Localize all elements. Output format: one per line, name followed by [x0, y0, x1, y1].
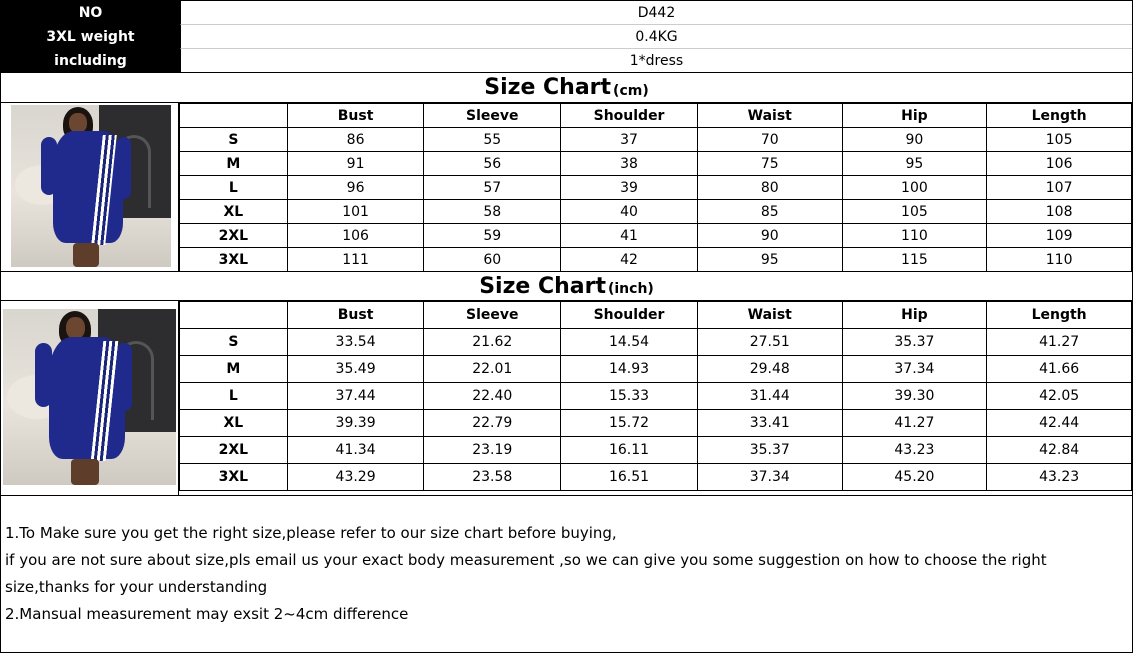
info-row-weight: [1, 25, 1132, 49]
note-line: 1.To Make sure you get the right size,please refer to our size chart before buying,: [5, 524, 617, 542]
table-row: [180, 356, 1132, 383]
value-cell: 43.23: [842, 437, 987, 464]
value-cell: 101: [287, 200, 424, 224]
value-cell: 56: [424, 152, 561, 176]
value-cell: 15.72: [561, 410, 698, 437]
value-cell: 38: [561, 152, 698, 176]
value-cell: 21.62: [424, 329, 561, 356]
value-cell: 115: [842, 248, 987, 272]
value-cell: 70: [697, 128, 842, 152]
header-cell: Sleeve: [424, 104, 561, 128]
value-cell: 41.34: [287, 437, 424, 464]
value-cell: 23.19: [424, 437, 561, 464]
size-cell: 2XL: [180, 224, 288, 248]
value-cell: 33.54: [287, 329, 424, 356]
value-cell: 59: [424, 224, 561, 248]
header-cell: [180, 104, 288, 128]
header-cell: Length: [987, 302, 1132, 329]
table-row: [180, 200, 1132, 224]
value-cell: 106: [987, 152, 1132, 176]
header-cell: Waist: [697, 302, 842, 329]
info-value: 1*dress: [180, 49, 1132, 73]
inch-title-unit: (inch): [607, 281, 654, 297]
value-cell: 91: [287, 152, 424, 176]
value-cell: 37.34: [842, 356, 987, 383]
header-cell: Hip: [842, 302, 987, 329]
value-cell: 31.44: [697, 383, 842, 410]
value-cell: 39.39: [287, 410, 424, 437]
inch-product-image-cell: [1, 301, 179, 495]
value-cell: 106: [287, 224, 424, 248]
value-cell: 111: [287, 248, 424, 272]
value-cell: 42: [561, 248, 698, 272]
header-cell: Sleeve: [424, 302, 561, 329]
inch-title-text: Size Chart: [479, 273, 606, 299]
value-cell: 90: [697, 224, 842, 248]
value-cell: 41.27: [842, 410, 987, 437]
value-cell: 14.93: [561, 356, 698, 383]
value-cell: 41.27: [987, 329, 1132, 356]
header-cell: Hip: [842, 104, 987, 128]
dress-photo: [11, 105, 171, 267]
value-cell: 80: [697, 176, 842, 200]
size-cell: XL: [180, 200, 288, 224]
value-cell: 41.66: [987, 356, 1132, 383]
cm-chart-title: [0, 73, 1133, 103]
size-cell: XL: [180, 410, 288, 437]
value-cell: 75: [697, 152, 842, 176]
size-cell: L: [180, 383, 288, 410]
size-cell: M: [180, 152, 288, 176]
value-cell: 23.58: [424, 464, 561, 491]
table-row: [180, 224, 1132, 248]
info-value: D442: [180, 1, 1132, 25]
cm-title-unit: (cm): [613, 82, 649, 99]
value-cell: 90: [842, 128, 987, 152]
value-cell: 40: [561, 200, 698, 224]
value-cell: 109: [987, 224, 1132, 248]
header-cell: Shoulder: [561, 302, 698, 329]
value-cell: 29.48: [697, 356, 842, 383]
value-cell: 39.30: [842, 383, 987, 410]
size-cell: S: [180, 128, 288, 152]
size-cell: 3XL: [180, 248, 288, 272]
info-value: 0.4KG: [180, 25, 1132, 49]
value-cell: 58: [424, 200, 561, 224]
header-cell: Length: [987, 104, 1132, 128]
value-cell: 35.37: [697, 437, 842, 464]
info-label: NO: [1, 1, 180, 25]
value-cell: 37: [561, 128, 698, 152]
size-cell: 2XL: [180, 437, 288, 464]
cm-size-table: [179, 103, 1132, 272]
inch-chart-block: [0, 301, 1133, 495]
value-cell: 22.79: [424, 410, 561, 437]
size-notes: [0, 495, 1133, 653]
header-cell: Waist: [697, 104, 842, 128]
value-cell: 110: [842, 224, 987, 248]
value-cell: 35.49: [287, 356, 424, 383]
value-cell: 16.11: [561, 437, 698, 464]
header-cell: Bust: [287, 104, 424, 128]
value-cell: 110: [987, 248, 1132, 272]
table-row: [180, 176, 1132, 200]
value-cell: 27.51: [697, 329, 842, 356]
value-cell: 37.44: [287, 383, 424, 410]
dress-photo: [3, 309, 176, 485]
value-cell: 108: [987, 200, 1132, 224]
header-cell: [180, 302, 288, 329]
value-cell: 60: [424, 248, 561, 272]
value-cell: 33.41: [697, 410, 842, 437]
info-row-including: [1, 49, 1132, 73]
value-cell: 105: [987, 128, 1132, 152]
value-cell: 42.05: [987, 383, 1132, 410]
size-cell: L: [180, 176, 288, 200]
info-label: 3XL weight: [1, 25, 180, 49]
table-row: [180, 329, 1132, 356]
header-cell: Shoulder: [561, 104, 698, 128]
cm-product-image-cell: [1, 103, 179, 272]
info-label: including: [1, 49, 180, 73]
size-cell: S: [180, 329, 288, 356]
size-cell: 3XL: [180, 464, 288, 491]
note-line: 2.Mansual measurement may exsit 2~4cm difference: [5, 605, 409, 623]
value-cell: 42.44: [987, 410, 1132, 437]
value-cell: 45.20: [842, 464, 987, 491]
value-cell: 37.34: [697, 464, 842, 491]
product-info: [0, 0, 1133, 73]
value-cell: 105: [842, 200, 987, 224]
table-header-row: [180, 104, 1132, 128]
value-cell: 57: [424, 176, 561, 200]
table-row: [180, 437, 1132, 464]
value-cell: 39: [561, 176, 698, 200]
cm-chart-block: [0, 103, 1133, 272]
table-row: [180, 410, 1132, 437]
size-cell: M: [180, 356, 288, 383]
table-row: [180, 248, 1132, 272]
value-cell: 107: [987, 176, 1132, 200]
value-cell: 95: [697, 248, 842, 272]
table-row: [180, 383, 1132, 410]
value-cell: 95: [842, 152, 987, 176]
value-cell: 16.51: [561, 464, 698, 491]
value-cell: 22.01: [424, 356, 561, 383]
note-line: if you are not sure about size,pls email us your exact body measurement ,so we can give you some suggestion on how to choose the right size,thanks for your understanding: [5, 551, 1047, 596]
table-row: [180, 464, 1132, 491]
cm-title-text: Size Chart: [484, 75, 612, 100]
value-cell: 55: [424, 128, 561, 152]
value-cell: 43.23: [987, 464, 1132, 491]
value-cell: 96: [287, 176, 424, 200]
table-row: [180, 152, 1132, 176]
value-cell: 85: [697, 200, 842, 224]
value-cell: 42.84: [987, 437, 1132, 464]
info-row-no: [1, 1, 1132, 25]
value-cell: 86: [287, 128, 424, 152]
table-row: [180, 128, 1132, 152]
value-cell: 35.37: [842, 329, 987, 356]
value-cell: 100: [842, 176, 987, 200]
value-cell: 22.40: [424, 383, 561, 410]
value-cell: 43.29: [287, 464, 424, 491]
value-cell: 41: [561, 224, 698, 248]
value-cell: 15.33: [561, 383, 698, 410]
table-header-row: [180, 302, 1132, 329]
inch-size-table: [179, 301, 1132, 491]
inch-chart-title: [0, 271, 1133, 301]
header-cell: Bust: [287, 302, 424, 329]
value-cell: 14.54: [561, 329, 698, 356]
